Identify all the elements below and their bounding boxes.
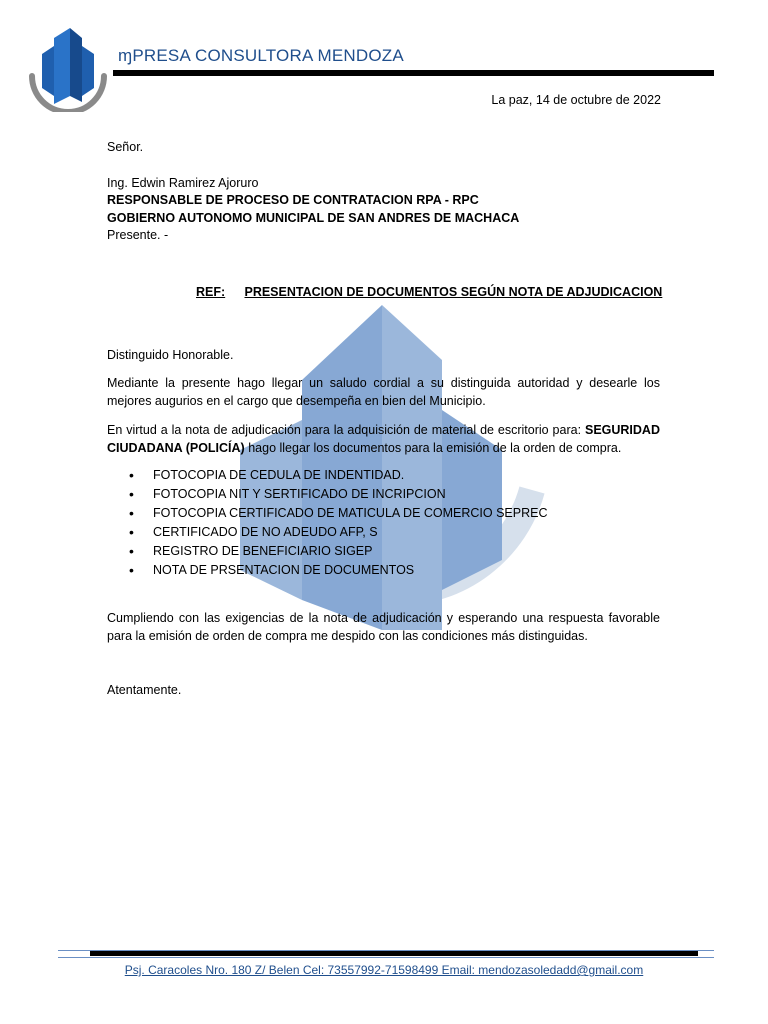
list-item: • FOTOCOPIA DE CEDULA DE INDENTIDAD. <box>107 466 660 485</box>
presente: Presente. - <box>107 228 169 242</box>
paragraph-2-end: hago llegar los documentos para la emisión de la orden de compra. <box>244 440 622 455</box>
list-item: • REGISTRO DE BENEFICIARIO SIGEP <box>107 542 660 561</box>
company-logo-icon <box>24 24 112 112</box>
paragraph-1: Mediante la presente hago llegar un saludo cordial a su distinguida autoridad y desearle los mejores augurios en el cargo que desempeña en bien del Municipio. <box>107 376 660 408</box>
recipient-position: RESPONSABLE DE PROCESO DE CONTRATACION RPA - RPC <box>107 193 479 207</box>
greeting: Distinguido Honorable. <box>107 347 234 362</box>
list-item: • FOTOCOPIA CERTIFICADO DE MATICULA DE COMERCIO SEPREC <box>107 504 660 523</box>
header-divider <box>113 70 714 76</box>
list-item: • FOTOCOPIA NIT Y SERTIFICADO DE INCRIPCION <box>107 485 660 504</box>
closing-paragraph: Cumpliendo con las exigencias de la nota de adjudicación y esperando una respuesta favorable para la emisión de orden de compra me despido con las condiciones más distinguidas. <box>107 611 660 643</box>
footer-contact: Psj. Caracoles Nro. 180 Z/ Belen Cel: 73557992-71598499 Email: mendozasoledadd@gmail.com <box>124 963 644 977</box>
reference-label: REF: <box>196 285 226 299</box>
footer-divider-bottom <box>58 957 714 958</box>
reference-text: PRESENTACION DE DOCUMENTOS SEGÚN NOTA DE ADJUDICACION <box>244 285 663 299</box>
company-name: ɱPRESA CONSULTORA MENDOZA <box>118 46 404 65</box>
salutation: Señor. <box>107 140 144 154</box>
list-item: • CERTIFICADO DE NO ADEUDO AFP, S <box>107 523 660 542</box>
paragraph-2-start: En virtud a la nota de adjudicación para la adquisición de material de escritorio para: <box>107 423 585 437</box>
letter-date: La paz, 14 de octubre de 2022 <box>491 93 661 107</box>
paragraph-2-bold: SEGURIDAD CIUDADANA (POLICÍA) <box>107 423 660 455</box>
list-item: • NOTA DE PRSENTACION DE DOCUMENTOS <box>107 561 660 580</box>
paragraph-2 <box>107 422 660 457</box>
footer-divider-thick <box>90 951 698 956</box>
reference-line <box>196 285 662 299</box>
recipient-name: Ing. Edwin Ramirez Ajoruro <box>107 175 259 190</box>
letter-body <box>107 139 663 700</box>
signoff: Atentamente. <box>107 683 182 697</box>
attachment-list <box>107 466 660 580</box>
recipient-organization: GOBIERNO AUTONOMO MUNICIPAL DE SAN ANDRES DE MACHACA <box>107 210 520 225</box>
